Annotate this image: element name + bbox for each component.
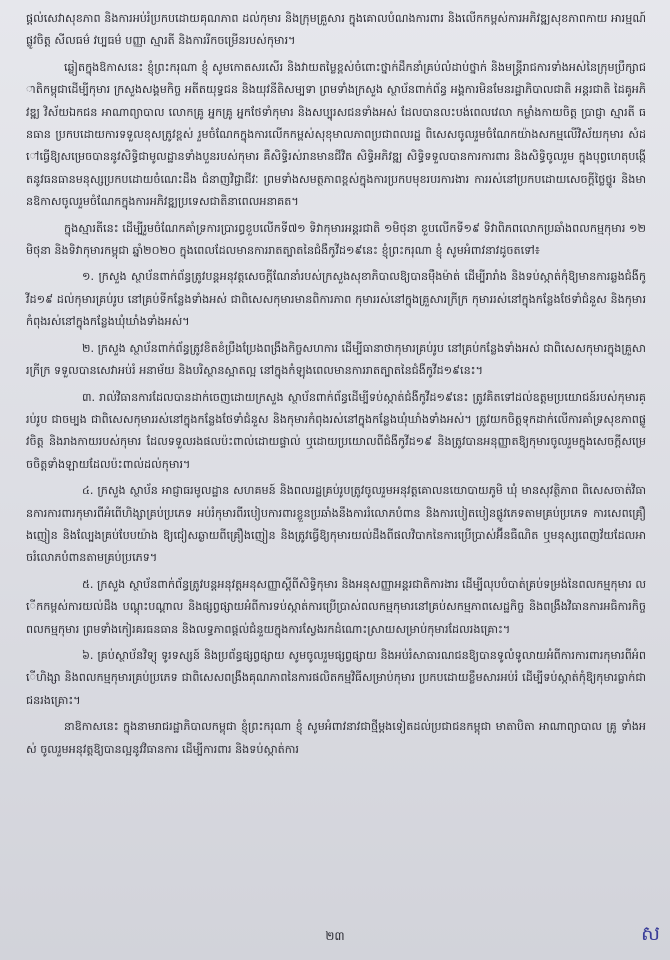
page-number: ២៣ xyxy=(325,929,345,943)
document-body xyxy=(26,8,646,761)
paragraph-opening-continuation: ផ្តល់សេវាសុខភាព និងការអប់រំប្រកបដោយគុណភាព ដល់កុមារ និងក្រុមគ្រួសារ ក្នុងគោលបំណងការពារ និងលើកកម្ពស់ការអភិវឌ្ឍសុខភាពកាយ អារម្មណ៍ ផ្លូវចិត្ត សីលធម៌ វប្បធម៌ បញ្ញា ស្មារតី និងការរីកចម្រើនរបស់កុមារ។ xyxy=(26,12,646,48)
appeal-item-5: ៥. ក្រសួង ស្ថាប័នពាក់ព័ន្ធត្រូវបន្តអនុវត្តអនុសញ្ញាស្តីពីសិទ្ធិកុមារ និងអនុសញ្ញាអន្តរជាតិការងារ ដើម្បីលុបបំបាត់គ្រប់ទម្រង់នៃពលកម្មកុមារ លើកកម្ពស់ការយល់ដឹង បណ្តុះបណ្តាល និងផ្សព្វផ្សាយអំពីការទប់ស្កាត់ការប្រើប្រាស់ពលកម្មកុមារនៅគ្រប់សកម្មភាពសេដ្ឋកិច្ច និងពង្រឹងវិធានការអធិការកិច្ចពលកម្មកុមារ ព្រមទាំងកៀរគរធនធាន និងលទ្ធភាពផ្តល់ជំនួយក្នុងការស្វែងរកដំណោះស្រាយសម្រាប់កុមារដែលរងគ្រោះ។ xyxy=(26,577,646,636)
appeal-item-3: ៣. រាល់វិធានការដែលបានដាក់ចេញដោយក្រសួង ស្ថាប័នពាក់ព័ន្ធដើម្បីទប់ស្កាត់ជំងឺកូវីដ១៩នេះ ត្រូវគិតទៅដល់ឧត្តមប្រយោជន៍របស់កុមារគ្រប់រូប ជាចម្បង ជាពិសេសកុមាររស់នៅក្នុងកន្លែងថែទាំជំនួស និងកុមារកំពុងរស់នៅក្នុងកន្លែងឃុំឃាំងទាំងអស់។ ត្រូវយកចិត្តទុកដាក់លើការគាំទ្រសុខភាពផ្លូវចិត្ត និងរាងកាយរបស់កុមារ ដែលទទួលរងផលប៉ះពាល់ដោយផ្ទាល់ ឬដោយប្រយោលពីជំងឺកូវីដ១៩ និងត្រូវបានអនុញ្ញាតឱ្យកុមារចូលរួមក្នុងសេចក្តីសម្រេចចិត្តទាំងឡាយដែលប៉ះពាល់ដល់កុមារ។ xyxy=(26,390,646,471)
paragraph-appeal-intro: ក្នុងស្មារតីនេះ ដើម្បីរួមចំណែកគាំទ្រការប្រារព្ធខួបលើកទី៧១ ទិវាកុមារអន្តរជាតិ ១មិថុនា ខួបលើកទី១៩ ទិវាពិភពលោកប្រឆាំងពលកម្មកុមារ ១២មិថុនា និងទិវាកុមារកម្ពុជា ឆ្នាំ២០២០ ក្នុងពេលដែលមានការរាតត្បាតនៃជំងឺកូវីដ១៩នេះ ខ្ញុំព្រះករុណា ខ្ញុំ សូមអំពាវនាវដូចតទៅ៖ xyxy=(26,221,646,258)
paragraph-closing: នាឱកាសនេះ ក្នុងនាមរាជរដ្ឋាភិបាលកម្ពុជា ខ្ញុំព្រះករុណា ខ្ញុំ សូមអំពាវនាវជាថ្មីម្តងទៀតដល់ប្រជាជនកម្ពុជា មាតាបិតា អាណាព្យាបាល គ្រូ ទាំងអស់ ចូលរួមអនុវត្តឱ្យបានល្អនូវវិធានការ ដើម្បីការពារ និងទប់ស្កាត់ការ xyxy=(26,720,646,756)
appeal-item-1: ១. ក្រសួង ស្ថាប័នពាក់ព័ន្ធត្រូវបន្តអនុវត្តសេចក្តីណែនាំរបស់ក្រសួងសុខាភិបាលឱ្យបានម៉ឺងម៉ាត់ ដើម្បីរារាំង និងទប់ស្កាត់កុំឱ្យមានការឆ្លងជំងឺកូវីដ១៩ ដល់កុមារគ្រប់រូប នៅគ្រប់ទីកន្លែងទាំងអស់ ជាពិសេសកុមារមានពិការភាព កុមាររស់នៅក្នុងគ្រួសារក្រីក្រ កុមាររស់នៅក្នុងកន្លែងថែទាំជំនួស និងកុមារកំពុងរស់នៅក្នុងកន្លែងឃុំឃាំងទាំងអស់។ xyxy=(26,270,646,329)
margin-mark: ស xyxy=(640,921,660,945)
appeal-item-4: ៤. ក្រសួង ស្ថាប័ន អាជ្ញាធរមូលដ្ឋាន សហគមន៍ និងពលរដ្ឋគ្រប់រូបត្រូវចូលរួមអនុវត្តគោលនយោបាយភូមិ ឃុំ មានសុវត្ថិភាព ពិសេសចាត់វិធានការការពារកុមារពីអំពើហិង្សាគ្រប់ប្រភេទ អប់រំកុមារពីរបៀបការពារខ្លួនប្រឆាំងនឹងការរំលោភបំពាន និងការបៀតបៀនផ្លូវភេទតាមគ្រប់ប្រភេទ ការសេពគ្រឿងញៀន និងល្បែងគ្រប់បែបយ៉ាង ឱ្យជៀសឆ្ងាយពីគ្រឿងញៀន និងត្រូវធ្វើឱ្យកុមារយល់ដឹងពីផលវិបាកនៃការប្រើប្រាស់អ៊ីនធឺណិត ឬមនុស្សពេញវ័យដែលអាចរំលោភបំពានតាមគ្រប់ប្រភេទ។ xyxy=(26,484,646,565)
appeal-item-6: ៦. គ្រប់ស្ថាប័នវិទ្យុ ទូរទស្សន៍ និងប្រព័ន្ធផ្សព្វផ្សាយ សូមចូលរួមផ្សព្វផ្សាយ និងអប់រំសាធារណជនឱ្យបានទូលំទូលាយអំពីការការពារកុមារពីអំពើហិង្សា និងពលកម្មកុមារគ្រប់ប្រភេទ ជាពិសេសពង្រឹងគុណភាពនៃការផលិតកម្មវិធីសម្រាប់កុមារ ប្រកបដោយខ្លឹមសារអប់រំ ដើម្បីទប់ស្កាត់កុំឱ្យកុមារធ្លាក់ជាជនរងគ្រោះ។ xyxy=(26,648,646,707)
appeal-item-2: ២. ក្រសួង ស្ថាប័នពាក់ព័ន្ធត្រូវខិតខំប្រឹងប្រែងពង្រឹងកិច្ចសហការ ដើម្បីធានាថាកុមារគ្រប់រូប នៅគ្រប់កន្លែងទាំងអស់ ជាពិសេសកុមារក្នុងគ្រួសារក្រីក្រ ទទួលបានសេវាអប់រំ អនាម័យ និងបរិស្ថានស្អាតល្អ នៅក្នុងកំឡុងពេលមានការរាតត្បាតនៃជំងឺកូវីដ១៩នេះ។ xyxy=(26,341,646,378)
paragraph-acknowledgement: ឆ្លៀតក្នុងឱកាសនេះ ខ្ញុំព្រះករុណា ខ្ញុំ សូមកោតសរសើរ និងវាយតម្លៃខ្ពស់ចំពោះថ្នាក់ដឹកនាំគ្រប់លំដាប់ថ្នាក់ និងមន្ត្រីរាជការទាំងអស់នៃក្រុមប្រឹក្សាជាតិកម្ពុជាដើម្បីកុមារ ក្រសួងសង្គមកិច្ច អតីតយុទ្ធជន និងយុវនីតិសម្បទា ព្រមទាំងក្រសួង ស្ថាប័នពាក់ព័ន្ធ អង្គការមិនមែនរដ្ឋាភិបាលជាតិ អន្តរជាតិ ដៃគូអភិវឌ្ឍ វិស័យឯកជន អាណាព្យាបាល លោកគ្រូ អ្នកគ្រូ អ្នកថែទាំកុមារ និងសប្បុរសជនទាំងអស់ ដែលបានលះបង់ពេលវេលា កម្លាំងកាយចិត្ត ប្រាជ្ញា ស្មារតី ធនធាន ប្រកបដោយការទទួលខុសត្រូវខ្ពស់ រួមចំណែកក្នុងការលើកកម្ពស់សុខុមាលភាពប្រជាពលរដ្ឋ ពិសេសចូលរួមចំណែកយ៉ាងសកម្មលើវិស័យកុមារ សំដៅធ្វើឱ្យសម្រេចបាននូវសិទ្ធិជាមូលដ្ឋានទាំងបួនរបស់កុមារ គឺសិទ្ធិរស់រានមានជីវិត សិទ្ធិអភិវឌ្ឍ សិទ្ធិទទួលបានការការពារ និងសិទ្ធិចូលរួម ក្នុងបុព្វហេតុបង្កើតនូវធនធានមនុស្សប្រកបដោយចំណេះដឹង ជំនាញវិជ្ជាជីវៈ ព្រមទាំងសមត្ថភាពខ្ពស់ក្នុងការប្រកបមុខរបរការងារ ការរស់នៅប្រកបដោយសេចក្តីថ្លៃថ្នូរ និងមានឱកាសចូលរួមចំណែកក្នុងការអភិវឌ្ឍប្រទេសជាតិនាពេលអនាគត។ xyxy=(26,60,646,209)
